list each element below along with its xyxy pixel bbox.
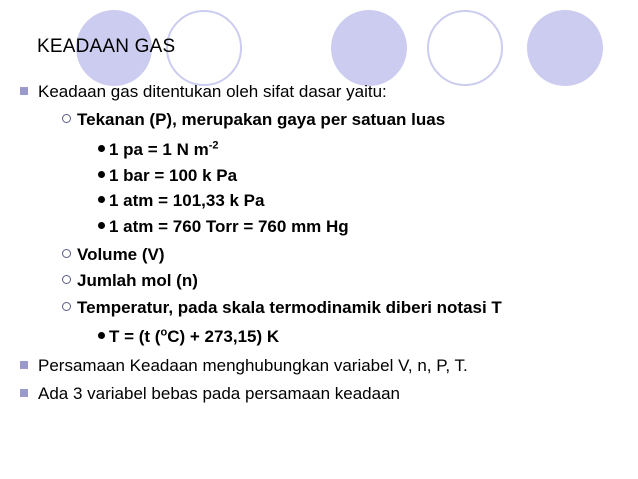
bullet-atm1: 1 atm = 101,33 k Pa	[98, 190, 264, 212]
square-bullet-icon	[20, 87, 28, 95]
square-bullet-icon	[20, 361, 28, 369]
bullet-pa: 1 pa = 1 N $m^{-2}$	[98, 139, 218, 161]
dot-bullet-icon	[98, 332, 105, 339]
dot-bullet-icon	[98, 171, 105, 178]
bullet-bar: 1 bar = 100 k Pa	[98, 165, 237, 187]
dot-bullet-icon	[98, 145, 105, 152]
ring-bullet-icon	[62, 114, 71, 123]
bullet-ada3: Ada 3 variabel bebas pada persamaan keadaan	[20, 383, 400, 405]
bullet-mol: Jumlah mol (n)	[62, 270, 198, 292]
ring-bullet-icon	[62, 302, 71, 311]
decor-ring-1	[166, 10, 242, 86]
bullet-volume: Volume (V)	[62, 244, 165, 266]
ring-bullet-icon	[62, 249, 71, 258]
bullet-persamaan: Persamaan Keadaan menghubungkan variabel V, n, P, T.	[20, 355, 468, 377]
decor-circle-2	[331, 10, 407, 86]
decor-ring-2	[427, 10, 503, 86]
dot-bullet-icon	[98, 222, 105, 229]
slide-title: KEADAAN GAS	[37, 36, 176, 57]
bullet-t-formula: T = (t ($^o$C) + 273,15) K	[98, 326, 279, 348]
bullet-tekanan: Tekanan (P), merupakan gaya per satuan luas	[62, 109, 445, 131]
square-bullet-icon	[20, 389, 28, 397]
dot-bullet-icon	[98, 196, 105, 203]
ring-bullet-icon	[62, 275, 71, 284]
bullet-intro: Keadaan gas ditentukan oleh sifat dasar yaitu:	[20, 81, 387, 103]
bullet-atm2: 1 atm = 760 Torr = 760 mm Hg	[98, 216, 349, 238]
decor-circle-3	[527, 10, 603, 86]
bullet-temperatur: Temperatur, pada skala termodinamik diberi notasi T	[62, 297, 502, 319]
